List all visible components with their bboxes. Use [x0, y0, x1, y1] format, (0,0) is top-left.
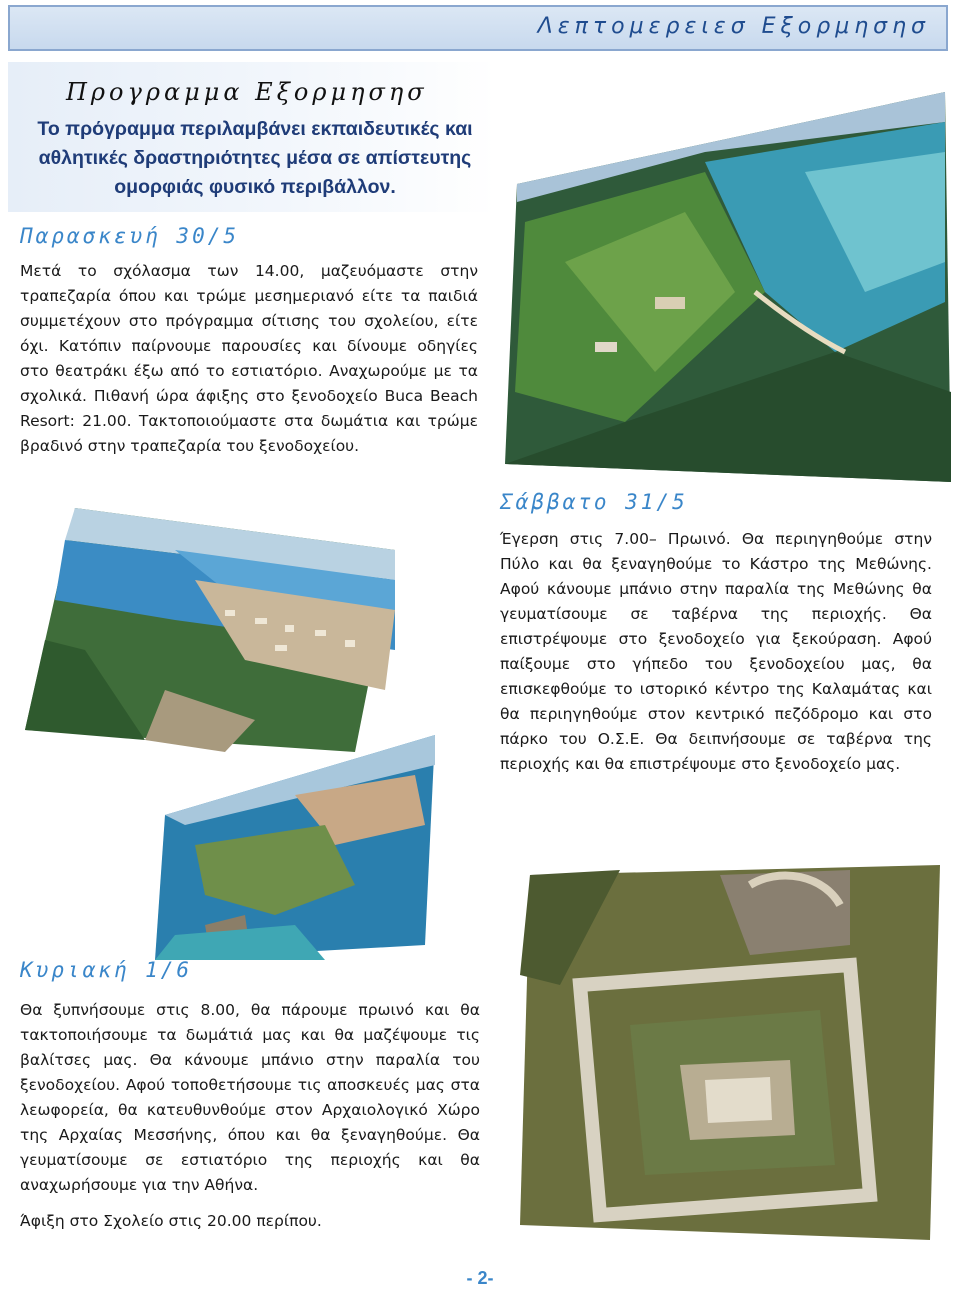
coastal-golf-aerial-photo — [505, 92, 953, 482]
sunday-heading: Κυριακή 1/6 — [20, 958, 193, 982]
sunday-arrival-text: Άφιξη στο Σχολείο στις 20.00 περίπου. — [20, 1212, 322, 1230]
page-header-title: Λεπτομερειεσ Εξορμησησ — [537, 14, 930, 39]
pylos-aerial-photo — [25, 490, 405, 755]
saturday-text: Έγερση στις 7.00– Πρωινό. Θα περιηγηθούμε στην Πύλο και θα ξεναγηθούμε το Κάστρο της Μεθώνης. Αφού κάνουμε μπάνιο στην παραλία της Μεθώνης θα γευματίσουμε σε ταβέρνα της περιοχής. Θα επιστρέψουμε στο ξενοδοχείο για ξεκούραση. Αφού παίξουμε στο γήπεδο του ξενοδοχείου μας, θα επισκεφθούμε το ιστορικό κέντρο της Καλαμάτας και θα περιηγηθούμε στον κεντρικό πεζόδρομο και στο πάρκο του Ο.Σ.Ε. Θα δειπνήσουμε σε ταβέρνα της περιοχής και θα επιστρέψουμε στο ξενοδοχείο μας. — [500, 530, 932, 773]
friday-text: Μετά το σχόλασμα των 14.00, μαζευόμαστε στην τραπεζαρία όπου και τρώμε μεσημεριανό είτε τα παιδιά συμμετέχουν στο πρόγραμμα σίτισης του σχολείου, είτε όχι. Κατόπιν παίρνουμε παρουσίες και δίνουμε οδηγίες στο θεατράκι έξω από το εστιατόριο. Αναχωρούμε με τα σχολικά. Πιθανή ώρα άφιξης στο ξενοδοχείο Buca Beach Resort: 21.00. Τακτοποιούμαστε στα δωμάτια και τρώμε βραδινό στην τραπεζαρία του ξενοδοχείου. — [20, 262, 478, 455]
methoni-castle-aerial-photo — [155, 735, 445, 960]
page-number: - 2- — [466, 1268, 494, 1288]
saturday-heading: Σάββατο 31/5 — [500, 490, 688, 514]
ancient-messene-aerial-photo — [520, 865, 940, 1240]
program-intro: Το πρόγραμμα περιλαμβάνει εκπαιδευτικές και αθλητικές δραστηριότητες μέσα σε απίστευτης ομορφιάς φυσικό περιβάλλον. — [37, 118, 473, 198]
sunday-text: Θα ξυπνήσουμε στις 8.00, θα πάρουμε πρωινό και θα τακτοποιήσουμε τα δωμάτιά μας και θα μαζέψουμε τις βαλίτσες μας. Θα κάνουμε μπάνιο στην παραλία του ξενοδοχείου. Αφού τοποθετήσουμε τις αποσκευές μας στα λεωφορεία, θα κατευθυνθούμε στον Αρχαιολογικό Χώρο της Αρχαίας Μεσσήνης, όπου και θα ξεναγηθούμε. Θα γευματίσουμε σε εστιατόριο της περιοχής και θα αναχωρήσουμε για την Αθήνα. — [20, 1001, 480, 1194]
program-title: Προγραμμα Εξορμησησ — [66, 78, 428, 106]
friday-heading: Παρασκευή 30/5 — [20, 224, 240, 248]
